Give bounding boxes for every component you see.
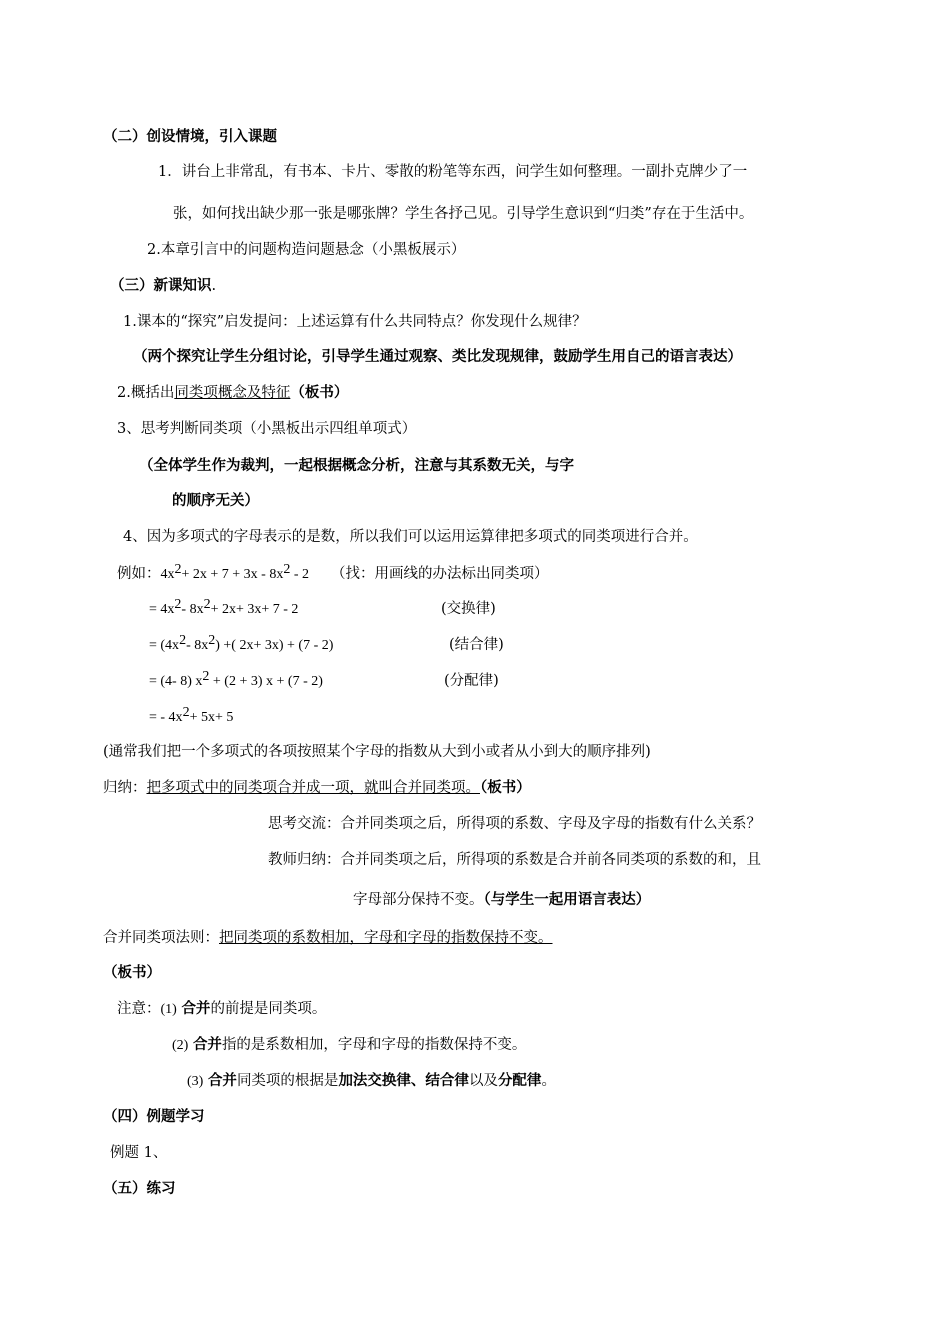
teacher-summary-line-1: 教师归纳：合并同类项之后，所得项的系数是合并前各同类项的系数的和，且 bbox=[268, 852, 761, 868]
example-line-4: = (4- 8) $x^2 + (2 + 3) x + (7 - 2)$ bbox=[149, 669, 323, 689]
example-line-3: = ($4x^2-$ $8x^2$) +( 2x+ 3x) + (7 - 2) bbox=[149, 633, 334, 653]
item-2: 2.概括出同类项概念及特征（板书） bbox=[117, 384, 349, 401]
distributive-note: (分配律) bbox=[444, 673, 499, 689]
example-1-label: 例题 1、 bbox=[110, 1145, 168, 1161]
rule-underlined: 把同类项的系数相加，字母和字母的指数保持不变。 bbox=[219, 930, 553, 946]
order-note: (通常我们把一个多项式的各项按照某个字母的指数从大到小或者从小到大的顺序排列) bbox=[103, 744, 651, 760]
concept-underlined: 同类项概念及特征 bbox=[174, 385, 291, 401]
item-3: 3、思考判断同类项（小黑板出示四组单项式） bbox=[117, 421, 417, 437]
example-line-5: = - $4x^2+ 5x+ 5$ bbox=[149, 705, 234, 725]
associative-note: (结合律) bbox=[449, 637, 504, 653]
paragraph-2: 2.本章引言中的问题构造问题悬念（小黑板展示） bbox=[147, 242, 466, 258]
paragraph-1-line-1: 1．讲台上非常乱，有书本、卡片、零散的粉笔等东西，问学生如何整理。一副扑克牌少了一 bbox=[158, 164, 748, 180]
section-heading-2: （二）创设情境，引入课题 bbox=[103, 128, 277, 145]
section-heading-5: （五）练习 bbox=[103, 1180, 176, 1197]
paragraph-1-line-2: 张，如何找出缺少那一张是哪张牌？学生各抒己见。引导学生意识到“归类”存在于生活中。 bbox=[173, 206, 754, 222]
commutative-note: (交换律) bbox=[441, 601, 496, 617]
rule: 合并同类项法则：把同类项的系数相加，字母和字母的指数保持不变。 bbox=[103, 930, 553, 946]
note-1: 注意：(1) 合并的前提是同类项。 bbox=[117, 1000, 327, 1017]
rule-board: （板书） bbox=[103, 964, 161, 981]
item-3-note-line-2: 的顺序无关） bbox=[172, 492, 259, 509]
section-heading-4: （四）例题学习 bbox=[103, 1108, 205, 1125]
item-1: 1.课本的“探究”启发提问：上述运算有什么共同特点？你发现什么规律？ bbox=[123, 314, 587, 330]
note-2: (2) 合并指的是系数相加，字母和字母的指数保持不变。 bbox=[172, 1036, 527, 1053]
item-3-note-line-1: （全体学生作为裁判，一起根据概念分析，注意与其系数无关，与字 bbox=[139, 457, 574, 474]
item-1-note: （两个探究让学生分组讨论，引导学生通过观察、类比发现规律，鼓励学生用自己的语言表达） bbox=[133, 348, 742, 365]
think-exchange: 思考交流：合并同类项之后，所得项的系数、字母及字母的指数有什么关系？ bbox=[268, 816, 761, 832]
example-line-1: 例如：$4x^2+ 2x + 7 + 3x - 8x^2 - 2$ （找：用画线的办法标出同类项） bbox=[117, 562, 549, 582]
teacher-summary-line-2: 字母部分保持不变。（与学生一起用语言表达） bbox=[353, 891, 651, 908]
section-heading-3: （三）新课知识. bbox=[110, 277, 217, 294]
item-4: 4、因为多项式的字母表示的是数，所以我们可以运用运算律把多项式的同类项进行合并。 bbox=[123, 529, 698, 545]
definition-underlined: 把多项式中的同类项合并成一项，就叫合并同类项。 bbox=[146, 780, 480, 796]
summary: 归纳：把多项式中的同类项合并成一项，就叫合并同类项。（板书） bbox=[103, 779, 531, 796]
example-line-2: = $4x^2-$ $8x^2+ 2x+ 3x+ 7 - 2$ bbox=[149, 597, 299, 617]
note-3: (3) 合并同类项的根据是加法交换律、结合律以及分配律。 bbox=[187, 1072, 556, 1089]
